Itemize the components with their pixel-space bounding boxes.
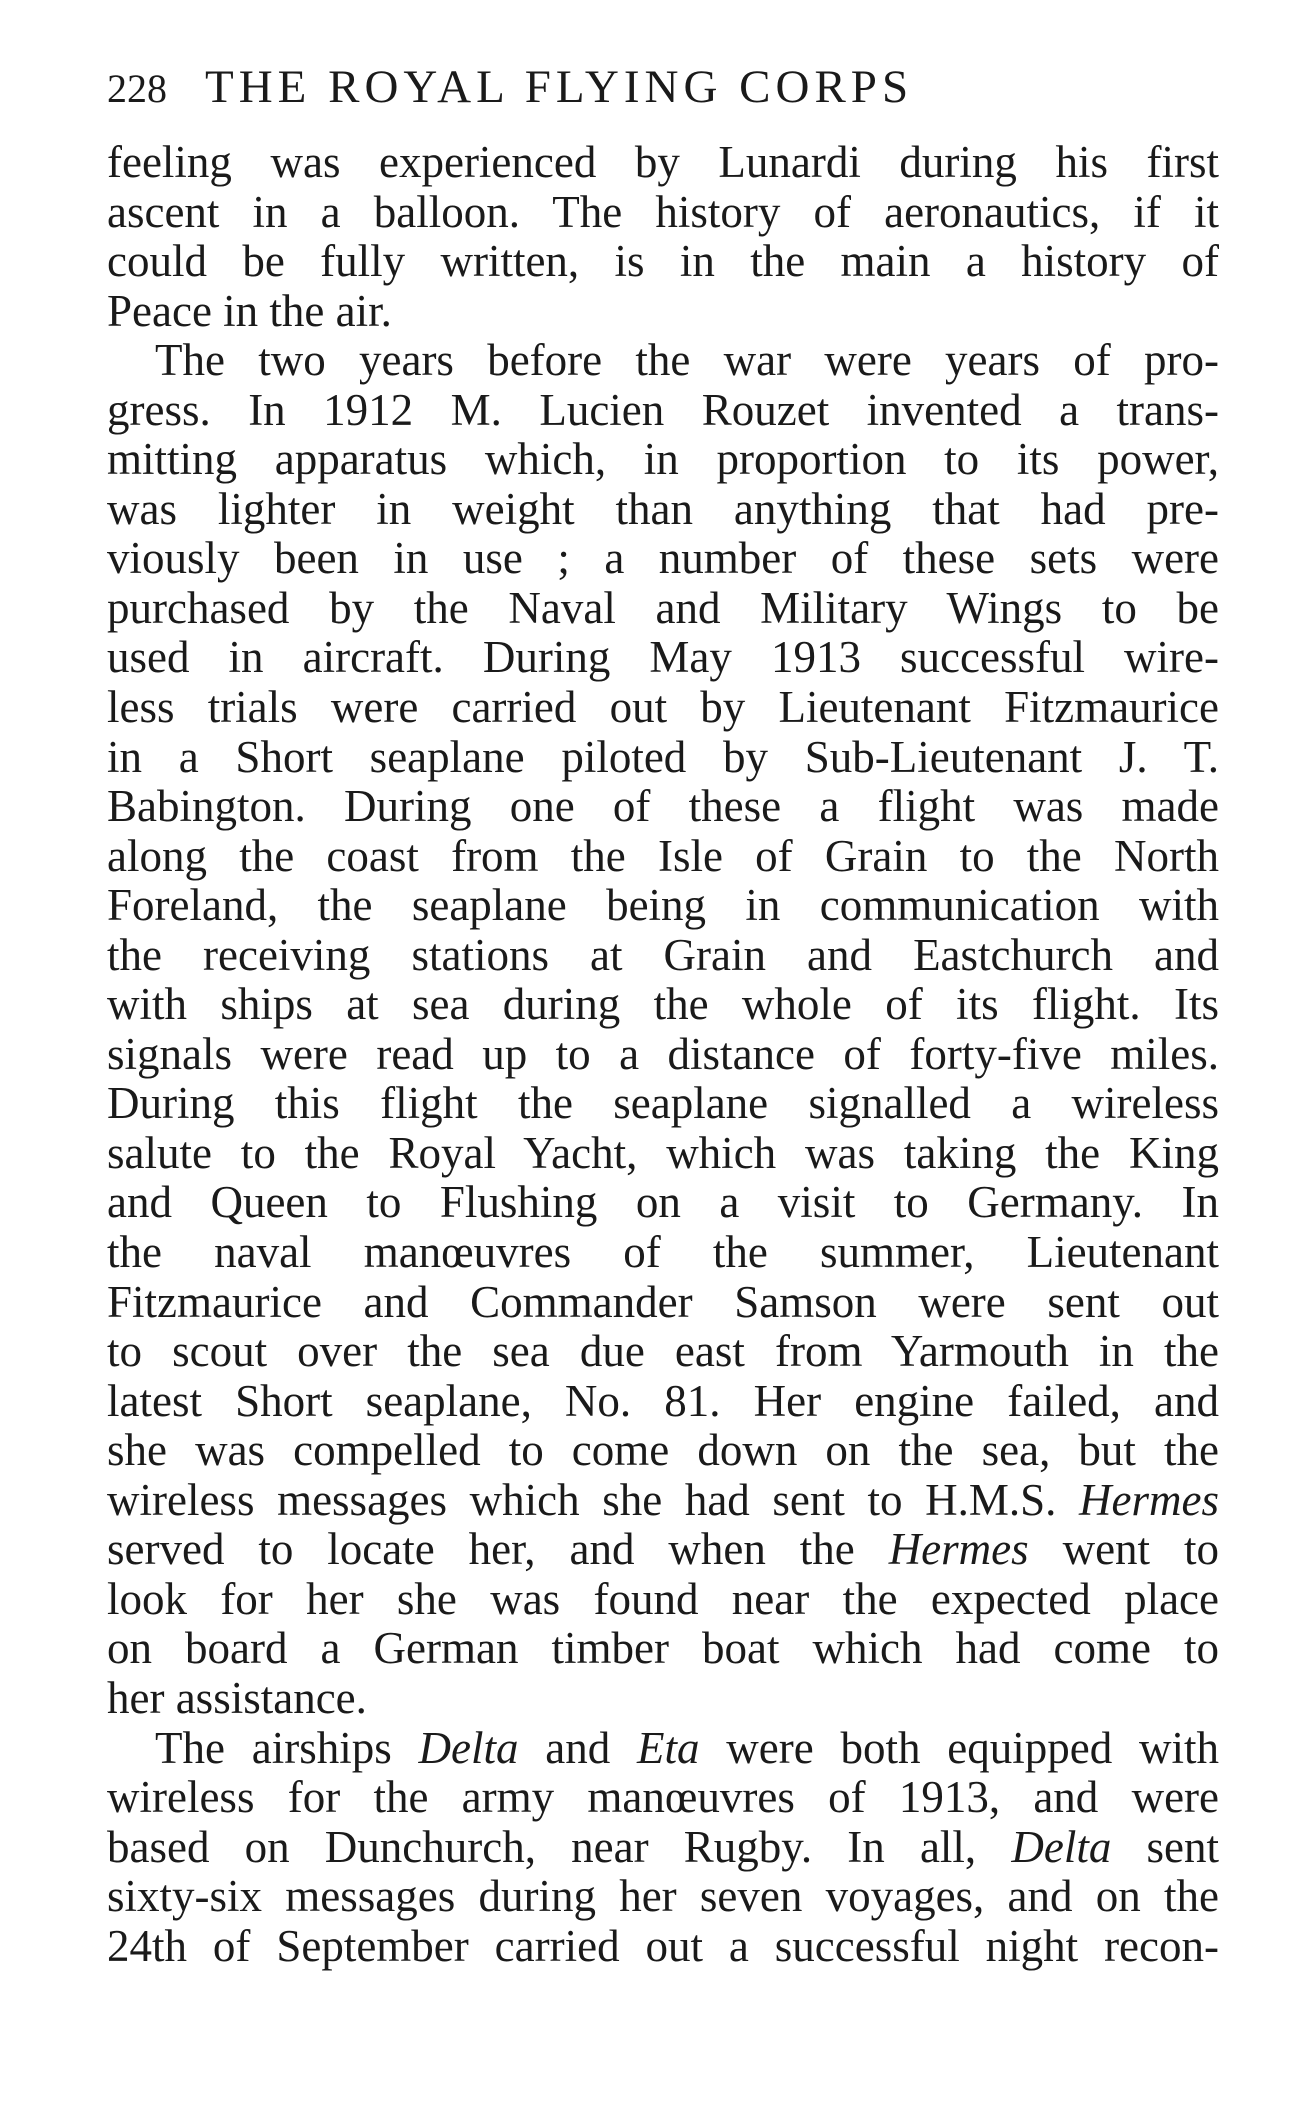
text-line: to scout over the sea due east from Yarmouth in the <box>107 1326 1219 1377</box>
text-line: look for her she was found near the expected place <box>107 1573 1219 1624</box>
text-line: feeling was experienced by Lunardi during his first <box>107 137 1219 187</box>
text-line: along the coast from the Isle of Grain to the North <box>107 830 1219 881</box>
ship-name: Hermes <box>1079 1474 1219 1525</box>
text-run: were both equipped with <box>699 1722 1219 1773</box>
text-line: used in aircraft. During May 1913 successful wire- <box>107 632 1219 683</box>
text-line: Babington. During one of these a flight was made <box>107 781 1219 832</box>
paragraph-1 <box>107 138 1219 336</box>
text-line: her assistance. <box>107 1672 367 1723</box>
text-line <box>107 1476 1219 1526</box>
airship-name: Delta <box>1011 1821 1112 1872</box>
text-line: was lighter in weight than anything that had pre- <box>107 483 1219 534</box>
text-run: wireless messages which she had sent to H.M.S. <box>107 1474 1080 1525</box>
text-run: and <box>518 1722 638 1773</box>
running-title: THE ROYAL FLYING CORPS <box>205 61 914 113</box>
text-line: purchased by the Naval and Military Wings to be <box>107 582 1219 633</box>
body-text <box>107 138 1219 1971</box>
text-line: wireless for the army manœuvres of 1913, and were <box>107 1772 1219 1823</box>
ship-name: Hermes <box>888 1524 1029 1575</box>
airship-name: Delta <box>418 1722 519 1773</box>
page-number: 228 <box>107 66 167 111</box>
text-line: in a Short seaplane piloted by Sub-Lieutenant J. T. <box>107 731 1219 782</box>
paragraph-3 <box>107 1724 1219 1972</box>
text-line: The two years before the war were years of pro- <box>155 335 1219 386</box>
text-line: Foreland, the seaplane being in communication with <box>107 880 1219 931</box>
text-run: went to <box>1028 1524 1219 1575</box>
text-line: and Queen to Flushing on a visit to Germany. In <box>107 1177 1219 1228</box>
text-line: sixty-six messages during her seven voyages, and on the <box>107 1871 1219 1922</box>
airship-name: Eta <box>637 1722 700 1773</box>
text-line: Peace in the air. <box>107 285 392 336</box>
text-line: mitting apparatus which, in proportion to its power, <box>107 434 1219 485</box>
text-line: could be fully written, is in the main a history of <box>107 236 1219 287</box>
text-line: gress. In 1912 M. Lucien Rouzet invented a trans- <box>107 384 1219 435</box>
text-run: sent <box>1111 1821 1219 1872</box>
text-line: During this flight the seaplane signalled a wireless <box>107 1078 1219 1129</box>
text-line: she was compelled to come down on the sea, but the <box>107 1425 1219 1476</box>
running-head <box>107 60 1219 138</box>
text-line: salute to the Royal Yacht, which was taking the King <box>107 1127 1219 1178</box>
text-line: 24th of September carried out a successful night recon- <box>107 1920 1219 1971</box>
book-page <box>107 60 1219 1971</box>
text-run: served to locate her, and when the <box>107 1524 889 1575</box>
text-line: with ships at sea during the whole of its flight. Its <box>107 979 1219 1030</box>
text-line <box>107 1525 1219 1575</box>
text-line: less trials were carried out by Lieutenant Fitzmaurice <box>107 682 1219 733</box>
text-line: the receiving stations at Grain and Eastchurch and <box>107 929 1219 980</box>
text-line <box>107 1823 1219 1873</box>
text-line: viously been in use ; a number of these sets were <box>107 533 1219 584</box>
paragraph-2 <box>107 336 1219 1723</box>
text-line: on board a German timber boat which had come to <box>107 1623 1219 1674</box>
text-run: The airships <box>155 1722 419 1773</box>
text-run: based on Dunchurch, near Rugby. In all, <box>107 1821 1012 1872</box>
text-line: the naval manœuvres of the summer, Lieutenant <box>107 1227 1219 1278</box>
text-line: ascent in a balloon. The history of aeronautics, if it <box>107 186 1219 237</box>
text-line: latest Short seaplane, No. 81. Her engine failed, and <box>107 1375 1219 1426</box>
text-line: signals were read up to a distance of forty-five miles. <box>107 1028 1219 1079</box>
text-line: Fitzmaurice and Commander Samson were sent out <box>107 1276 1219 1327</box>
text-line <box>107 1724 1219 1774</box>
